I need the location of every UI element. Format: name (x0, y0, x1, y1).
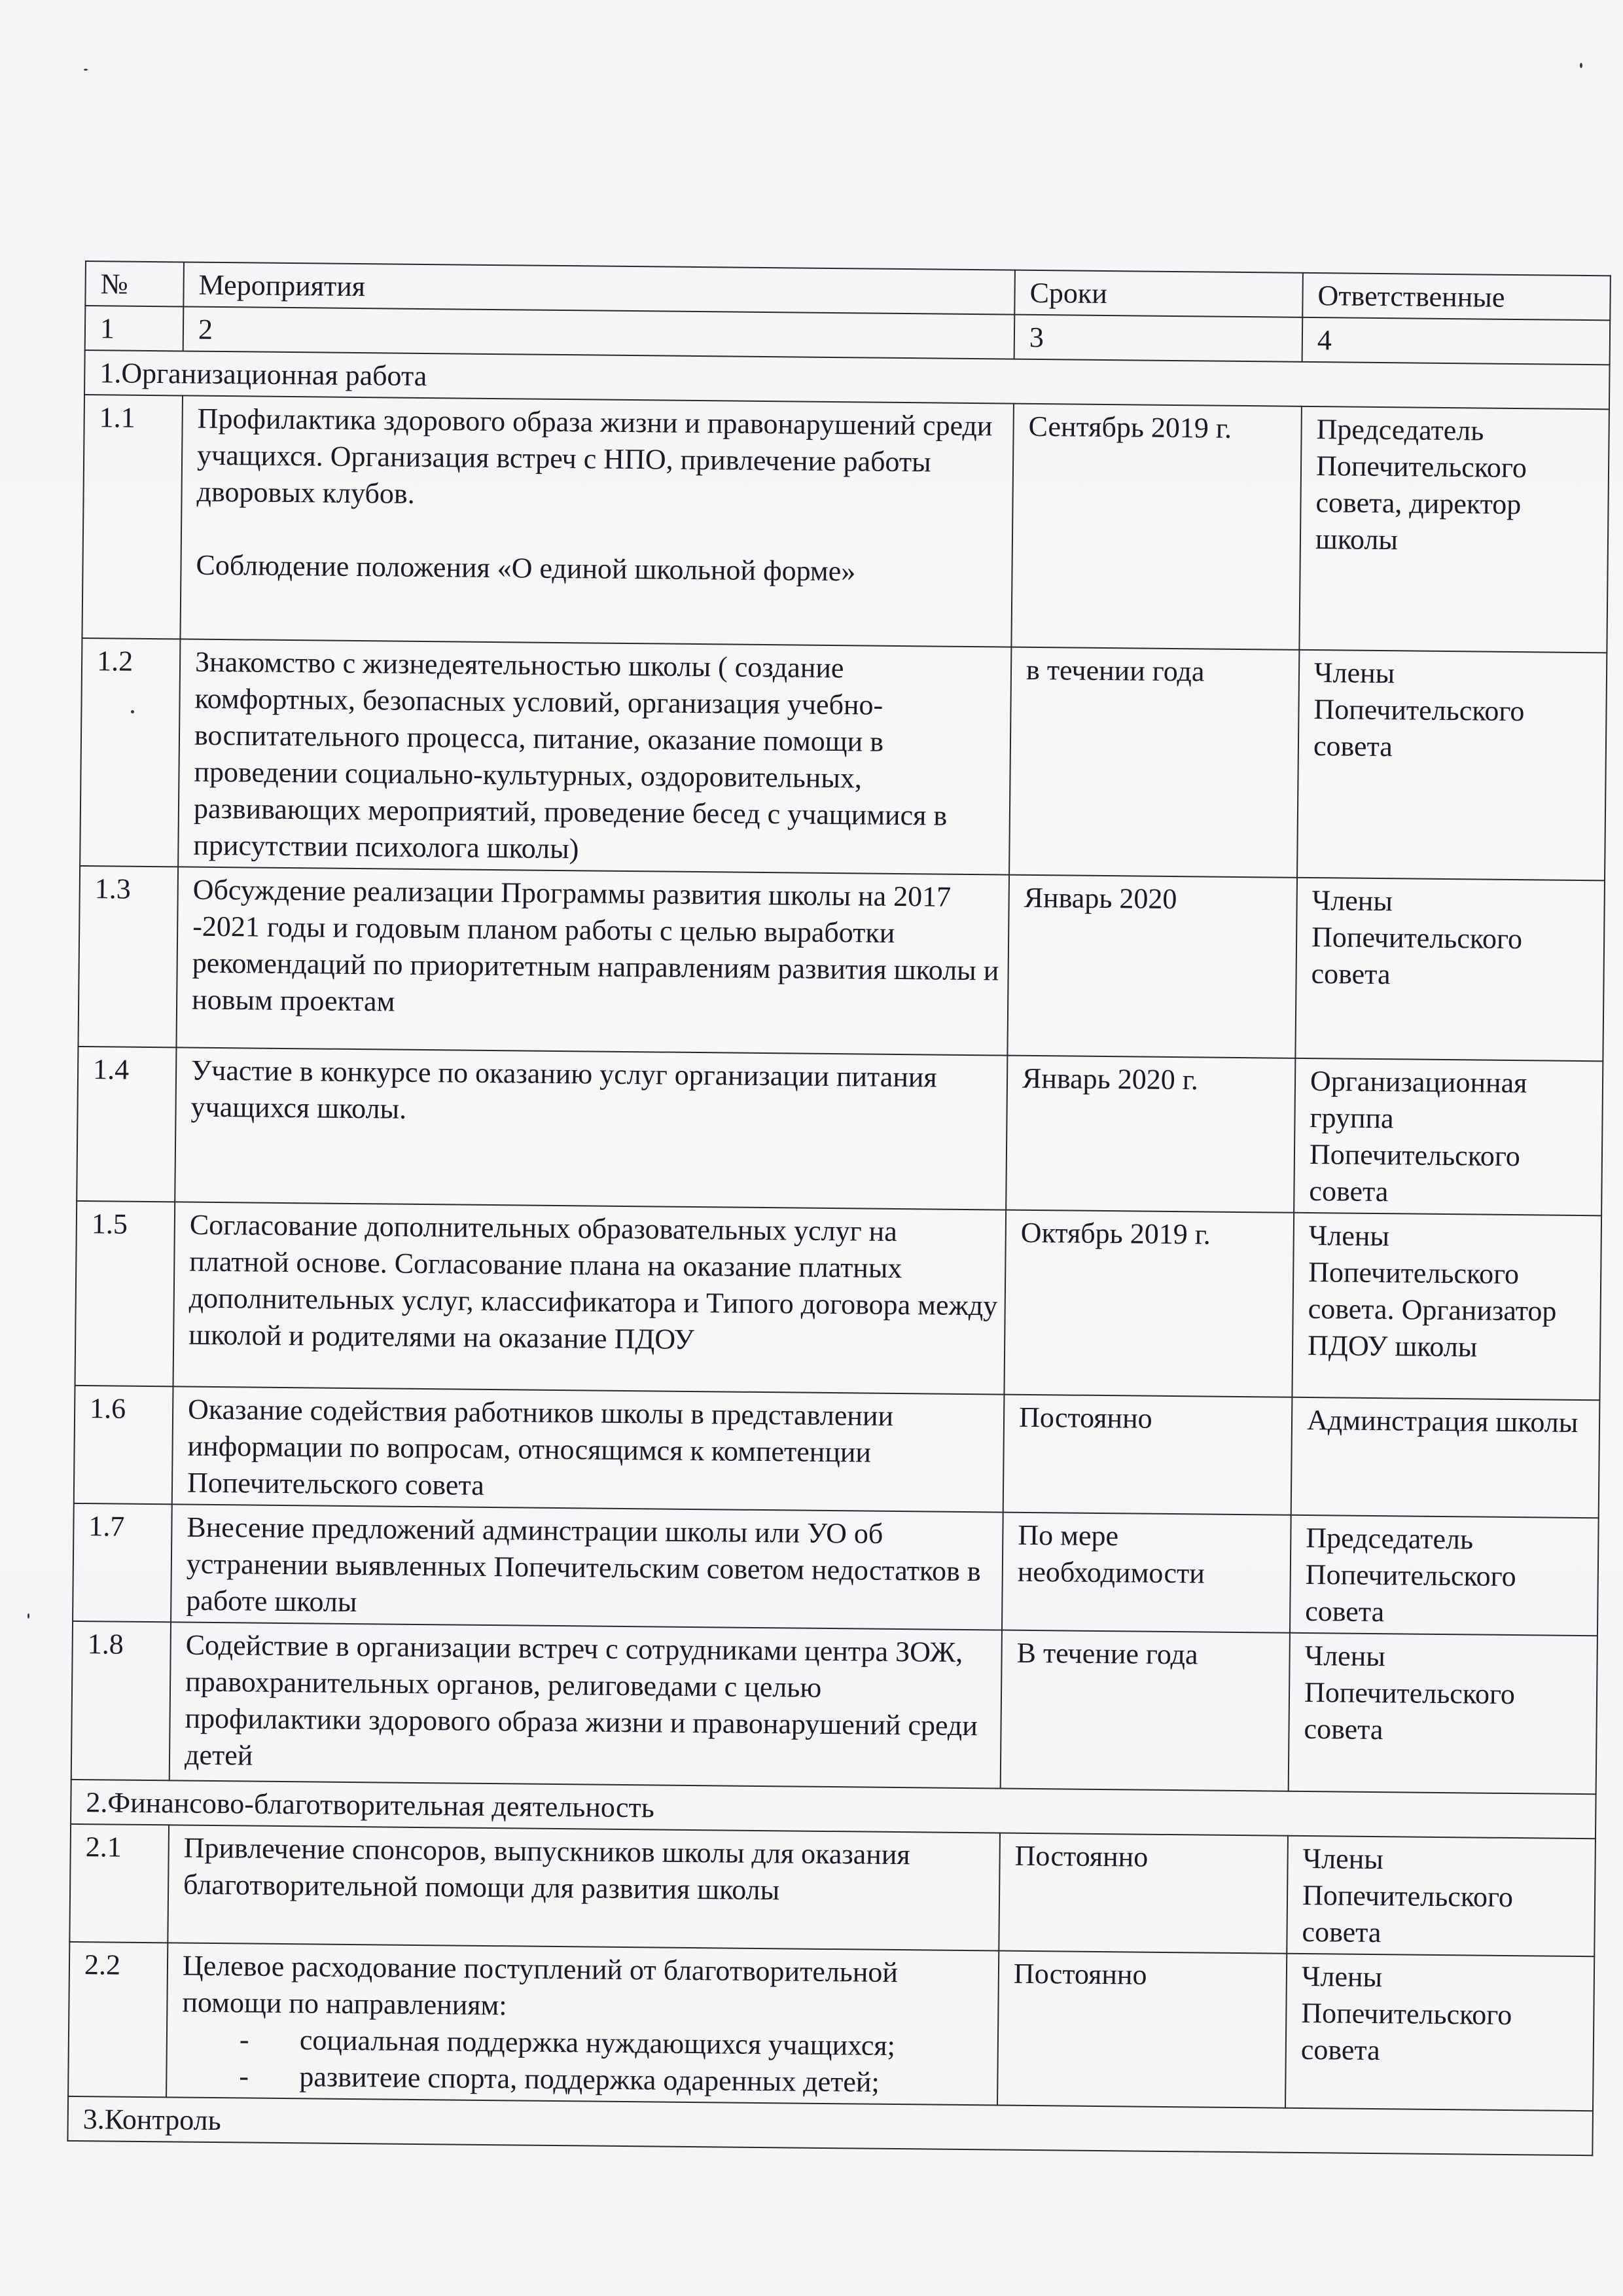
row-number: 1.7 (73, 1503, 172, 1622)
term-cell: Постоянно (997, 1951, 1287, 2108)
header-event: Мероприятия (183, 262, 1015, 314)
event-text: Знакомство с жизнедеятельностью школы ( создание комфортных, безопасных условий, организация учебно-воспитательного процесса, питание, оказание помощи в проведении социально-культурных, оздоровительных, развивающих мероприятий, проведение бесед с учащимися в присутствии психолога школы) (193, 645, 948, 865)
scan-speck (27, 1613, 29, 1619)
responsible-cell: Председатель Попечительского совета, директор школы (1299, 406, 1609, 653)
table-row (78, 866, 1605, 1061)
event-text: Согласование дополнительных образовательных услуг на платной основе. Согласование плана на оказание платных дополнительных услуг, классификатора и Типого договора между школой и родителями на оказание ПДОУ (188, 1208, 998, 1356)
column-number: 4 (1302, 317, 1611, 365)
responsible-cell: Председатель Попечительского совета (1290, 1515, 1599, 1636)
event-cell (176, 867, 1009, 1055)
responsible-cell: Админстрация школы (1291, 1397, 1600, 1518)
event-bullet: - развитеие спорта, поддержка одаренных детей; (181, 2058, 990, 2102)
header-responsible: Ответственные (1302, 273, 1611, 321)
responsible-cell: Организационная группа Попечительского совета (1294, 1058, 1603, 1216)
event-text: Привлечение спонсоров, выпускников школы для оказания благотворительной помощи для развития школы (183, 1831, 910, 1907)
column-number: 3 (1014, 315, 1303, 362)
term-cell: Постоянно (999, 1833, 1288, 1954)
event-cell (175, 1047, 1007, 1210)
row-number: 1.1 (82, 395, 183, 639)
event-cell (171, 1504, 1003, 1630)
column-number: 1 (85, 306, 184, 351)
section-title: 2.Финансово-благотворительная деятельность (71, 1780, 1596, 1839)
table-row (75, 1201, 1601, 1400)
event-cell (168, 1825, 1000, 1950)
term-cell: По мере необходимости (1002, 1513, 1291, 1633)
event-text: Обсуждение реализации Программы развития школы на 2017 -2021 годы и годовым планом работы с целью выработки рекомендаций по приоритетным направлениям развития школы и новым проектам (191, 873, 999, 1018)
row-number: 2.2 (68, 1942, 168, 2097)
event-text: Целевое расходование поступлений от благотворительной помощи по направлениям: (182, 1949, 899, 2022)
table-row (71, 1621, 1597, 1794)
responsible-cell: Члены Попечительского совета (1285, 1954, 1594, 2111)
event-text: Профилактика здорового образа жизни и правонарушений среди учащихся. Организация встреч с НПО, привлечение работы дворовых клубов. (196, 402, 993, 510)
table-row (82, 395, 1609, 653)
event-text: Содействие в организации встреч с сотрудниками центра ЗОЖ, правохранительных органов, религоведами с целью профилактики здорового образа жизни и правонарушений среди детей (184, 1628, 978, 1772)
event-text: Участие в конкурсе по оказанию услуг организации питания учащихся школы. (190, 1054, 937, 1125)
term-cell: Январь 2020 (1007, 875, 1297, 1058)
responsible-cell: Члены Попечительского совета (1287, 1836, 1596, 1957)
responsible-cell: Члены Попечительского совета. Организатор ПДОУ школы (1292, 1213, 1601, 1400)
event-text: Соблюдение положения «О единой школьной форме» (196, 548, 856, 588)
term-cell: в течении года (1009, 647, 1299, 878)
event-text: Оказание содействия работников школы в представлении информации по вопросам, относящимся к компетенции Попечительского совета (187, 1393, 894, 1501)
row-number: 1.5 (75, 1201, 175, 1386)
event-cell (180, 395, 1014, 647)
responsible-cell: Члены Попечительского совета (1297, 650, 1607, 880)
event-cell (178, 639, 1011, 874)
table-row (74, 1386, 1600, 1518)
term-cell: Январь 2020 г. (1006, 1056, 1295, 1213)
activity-plan-table (67, 260, 1611, 2156)
row-number: 1.3 (78, 866, 178, 1047)
term-cell: Постоянно (1003, 1395, 1293, 1515)
table-row (73, 1503, 1599, 1636)
row-number: 1.8 (71, 1621, 171, 1780)
event-cell (166, 1943, 999, 2105)
row-number: 1.4 (77, 1047, 176, 1202)
event-cell (172, 1386, 1005, 1512)
event-cell (169, 1622, 1002, 1788)
table-row (77, 1047, 1603, 1215)
row-number: 2.1 (69, 1824, 169, 1943)
event-text: Внесение предложений админстрации школы или УО об устранении выявленных Попечительским советом недостатков в работе школы (186, 1511, 981, 1619)
scan-speck (84, 69, 88, 71)
responsible-cell: Члены Попечительского совета (1295, 878, 1605, 1061)
event-bullet: - социальная поддержка нуждающихся учащихся; (182, 2021, 991, 2066)
section-title: 1.Организационная работа (84, 350, 1610, 409)
event-bullet-list (181, 2021, 991, 2102)
scan-speck (1580, 63, 1582, 68)
header-num: № (85, 261, 184, 306)
table-row (69, 1824, 1596, 1956)
header-term: Сроки (1014, 270, 1303, 317)
section-title: 3.Контроль (67, 2096, 1593, 2155)
row-number: 1.6 (74, 1386, 173, 1504)
term-cell: В течение года (1001, 1630, 1290, 1791)
column-number: 2 (183, 306, 1015, 359)
table-row (68, 1942, 1594, 2111)
term-cell: Сентябрь 2019 г. (1011, 404, 1302, 650)
term-cell: Октябрь 2019 г. (1004, 1210, 1294, 1397)
responsible-cell: Члены Попечительского совета (1289, 1633, 1597, 1795)
row-number: 1.2 (80, 638, 180, 867)
table-row (80, 638, 1607, 880)
event-cell (173, 1202, 1006, 1394)
